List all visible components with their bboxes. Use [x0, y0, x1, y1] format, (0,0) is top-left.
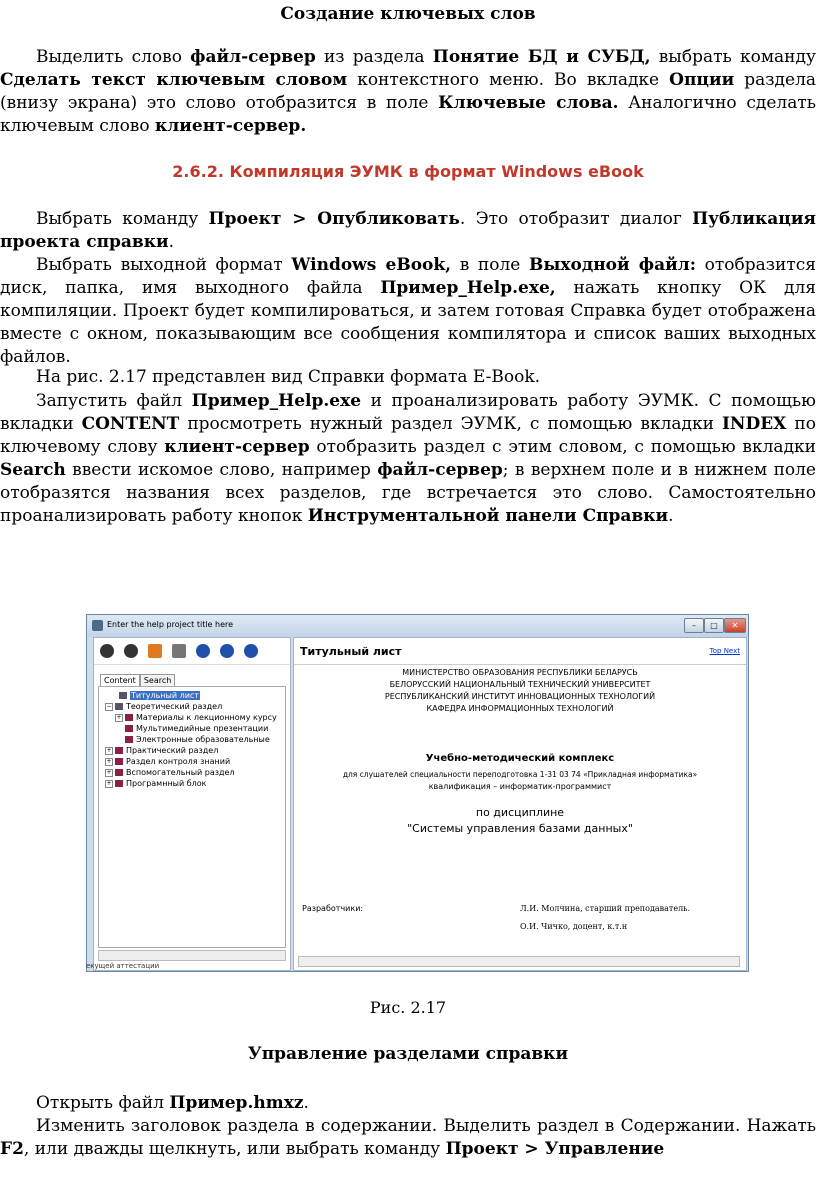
- paragraph-output-format: [0, 254, 816, 369]
- collapse-icon[interactable]: −: [106, 702, 112, 710]
- bold-text: Ключевые слова.: [438, 93, 619, 113]
- arrow-up-icon[interactable]: [220, 644, 234, 658]
- bold-text: F2: [0, 1139, 24, 1159]
- tree-item[interactable]: Мультимедийные презентации: [125, 724, 268, 733]
- bold-text: Выходной файл:: [529, 255, 696, 275]
- tab-search[interactable]: Search: [140, 674, 175, 687]
- text: Запустить файл: [36, 391, 192, 411]
- minimize-icon[interactable]: –: [684, 618, 704, 633]
- discipline-label: по дисциплине: [475, 806, 565, 819]
- text: Открыть файл: [36, 1093, 170, 1113]
- bold-text: Публикация проекта справки: [0, 209, 816, 252]
- tree-item[interactable]: Электронные образовательные: [125, 735, 270, 744]
- bold-text: Понятие БД и СУБД,: [432, 47, 651, 67]
- help-window-screenshot: [86, 614, 749, 972]
- bold-text: Search: [0, 460, 66, 480]
- expand-icon[interactable]: +: [106, 768, 112, 776]
- horizontal-scrollbar[interactable]: [298, 956, 740, 967]
- page-title: Титульный лист: [300, 645, 402, 658]
- text: Выделить слово: [36, 47, 191, 67]
- book-icon: [125, 736, 133, 743]
- discipline-name: "Системы управления базами данных": [407, 822, 633, 835]
- content-header: [294, 638, 746, 665]
- text: по ключевому слову: [0, 414, 816, 457]
- tab-bar: [100, 668, 175, 685]
- bold-text: INDEX: [721, 414, 787, 434]
- content-pane: [293, 637, 747, 971]
- tree-item[interactable]: + Материалы к лекционному курсу: [116, 713, 277, 722]
- text: в поле: [451, 255, 529, 275]
- text: и проанализировать работу ЭУМК. С помощью вкладки: [0, 391, 816, 434]
- expand-icon[interactable]: +: [106, 779, 112, 787]
- navigation-pane: [93, 637, 291, 971]
- text: нажать кнопку ОК для компиляции. Проект будет компилироваться, и затем готовая Справка будет отображена вместе с окном, показывающим все сообщения компилятора и список ваших выходных файлов.: [0, 278, 816, 367]
- text: . Это отобразит диалог: [459, 209, 693, 229]
- section-heading-compile: 2.6.2. Компиляция ЭУМК в формат Windows eBook: [172, 162, 644, 181]
- book-icon: [115, 703, 123, 710]
- help-toolbar: [94, 638, 290, 665]
- paragraph-open-file: [0, 1092, 816, 1115]
- bold-text: Проект > Управление: [445, 1139, 665, 1159]
- department-line: КАФЕДРА ИНФОРМАЦИОННЫХ ТЕХНОЛОГИЙ: [426, 704, 614, 713]
- contents-tree: [98, 686, 286, 948]
- bold-text: Сделать текст ключевым словом: [0, 70, 348, 90]
- figure-caption: Рис. 2.17: [369, 998, 447, 1017]
- developer-2: О.И. Чичко, доцент, к.т.н: [520, 922, 628, 931]
- text: .: [168, 232, 175, 252]
- book-icon: [125, 725, 133, 732]
- book-icon: [115, 769, 123, 776]
- complex-subtitle: для слушателей специальности переподготовка 1-31 03 74 «Прикладная информатика»: [342, 770, 698, 779]
- text: Изменить заголовок раздела в содержании. Выделить раздел в Содержании. Нажать: [36, 1116, 816, 1136]
- nav-links: [710, 647, 740, 655]
- home-icon[interactable]: [148, 644, 162, 658]
- expand-icon[interactable]: +: [106, 746, 112, 754]
- book-icon: [115, 758, 123, 765]
- expand-icon[interactable]: +: [106, 757, 112, 765]
- developers-label: Разработчики:: [302, 904, 364, 913]
- book-icon: [115, 780, 123, 787]
- text: Выбрать выходной формат: [36, 255, 292, 275]
- forward-icon[interactable]: [124, 644, 138, 658]
- university-line: БЕЛОРУССКИЙ НАЦИОНАЛЬНЫЙ ТЕХНИЧЕСКИЙ УНИВЕРСИТЕТ: [389, 680, 651, 689]
- institute-line: РЕСПУБЛИКАНСКИЙ ИНСТИТУТ ИННОВАЦИОННЫХ ТЕХНОЛОГИЙ: [384, 692, 656, 701]
- window-title: Enter the help project title here: [107, 620, 234, 629]
- print-icon[interactable]: [172, 644, 186, 658]
- text: из раздела: [315, 47, 433, 67]
- text: На рис. 2.17 представлен вид Справки формата E-Book.: [36, 367, 541, 387]
- developer-1: Л.И. Молчина, старший преподаватель.: [520, 904, 691, 913]
- bold-text: Пример_Help.exe,: [380, 278, 556, 298]
- horizontal-scrollbar[interactable]: [98, 950, 286, 961]
- bold-text: клиент-сервер: [164, 437, 310, 457]
- tree-item[interactable]: + Практический раздел: [106, 746, 219, 755]
- book-icon: [119, 692, 127, 699]
- text: Аналогично сделать ключевым слово: [0, 93, 816, 136]
- arrow-down-icon[interactable]: [196, 644, 210, 658]
- paragraph-figure-ref: [0, 366, 816, 389]
- tree-item[interactable]: + Раздел контроля знаний: [106, 757, 231, 766]
- book-icon: [125, 714, 133, 721]
- bold-text: Проект > Опубликовать: [208, 209, 460, 229]
- close-icon[interactable]: ✕: [724, 618, 746, 633]
- bold-text: клиент-сервер.: [155, 116, 307, 136]
- text: раздела (внизу экрана) это слово отобразится в поле: [0, 70, 816, 113]
- text: контекстного меню. Во вкладке: [347, 70, 670, 90]
- complex-title: Учебно-методический комплекс: [425, 753, 615, 764]
- text: отобразить раздел с этим словом, с помощью вкладки: [309, 437, 816, 457]
- text: отобразится диск, папка, имя выходного файла: [0, 255, 816, 298]
- info-icon[interactable]: [244, 644, 258, 658]
- text: ; в верхнем поле и в нижнем поле отобразятся названия всех разделов, где встречается это слово. Самостоятельно проанализировать работу кнопок: [0, 460, 816, 526]
- tree-item[interactable]: Титульный лист: [119, 691, 200, 700]
- ministry-line: МИНИСТЕРСТВО ОБРАЗОВАНИЯ РЕСПУБЛИКИ БЕЛАРУСЬ: [402, 668, 638, 677]
- tree-item[interactable]: − Теоретический раздел: [106, 702, 223, 711]
- heading-keywords: Создание ключевых слов: [280, 4, 536, 24]
- bold-text: файл-сервер: [377, 460, 503, 480]
- text: Выбрать команду: [36, 209, 209, 229]
- book-icon: [115, 747, 123, 754]
- tree-item[interactable]: + Програмнный блок: [106, 779, 207, 788]
- expand-icon[interactable]: +: [116, 713, 122, 721]
- window-titlebar: [87, 615, 748, 637]
- bold-text: Пример_Help.exe: [191, 391, 362, 411]
- text: ввести искомое слово, например: [65, 460, 378, 480]
- top-link[interactable]: Top: [709, 647, 722, 655]
- bold-text: CONTENT: [81, 414, 180, 434]
- qualification: квалификация – информатик-программист: [428, 782, 612, 791]
- bold-text: Пример.hmxz: [169, 1093, 304, 1113]
- tab-content[interactable]: Content: [100, 674, 140, 687]
- paragraph-rename-section: [0, 1115, 816, 1161]
- text: выбрать команду: [650, 47, 816, 67]
- bold-text: Windows eBook,: [291, 255, 452, 275]
- heading-sections: Управление разделами справки: [247, 1044, 569, 1064]
- paragraph-run-file: [0, 390, 816, 528]
- status-text: екущей аттестации: [86, 962, 160, 970]
- paragraph-keywords: [0, 46, 816, 138]
- next-link[interactable]: Next: [723, 647, 740, 655]
- text: просмотреть нужный раздел ЭУМК, с помощью вкладки: [179, 414, 722, 434]
- book-icon: [92, 620, 103, 631]
- maximize-icon[interactable]: □: [704, 618, 724, 633]
- text: .: [303, 1093, 309, 1113]
- bold-text: файл-сервер: [190, 47, 316, 67]
- tree-item[interactable]: + Вспомогательный раздел: [106, 768, 235, 777]
- bold-text: Инструментальной панели Справки: [307, 506, 669, 526]
- text: .: [668, 506, 674, 526]
- back-icon[interactable]: [100, 644, 114, 658]
- paragraph-publish: [0, 208, 816, 254]
- text: , или дважды щелкнуть, или выбрать команду: [23, 1139, 446, 1159]
- bold-text: Опции: [669, 70, 735, 90]
